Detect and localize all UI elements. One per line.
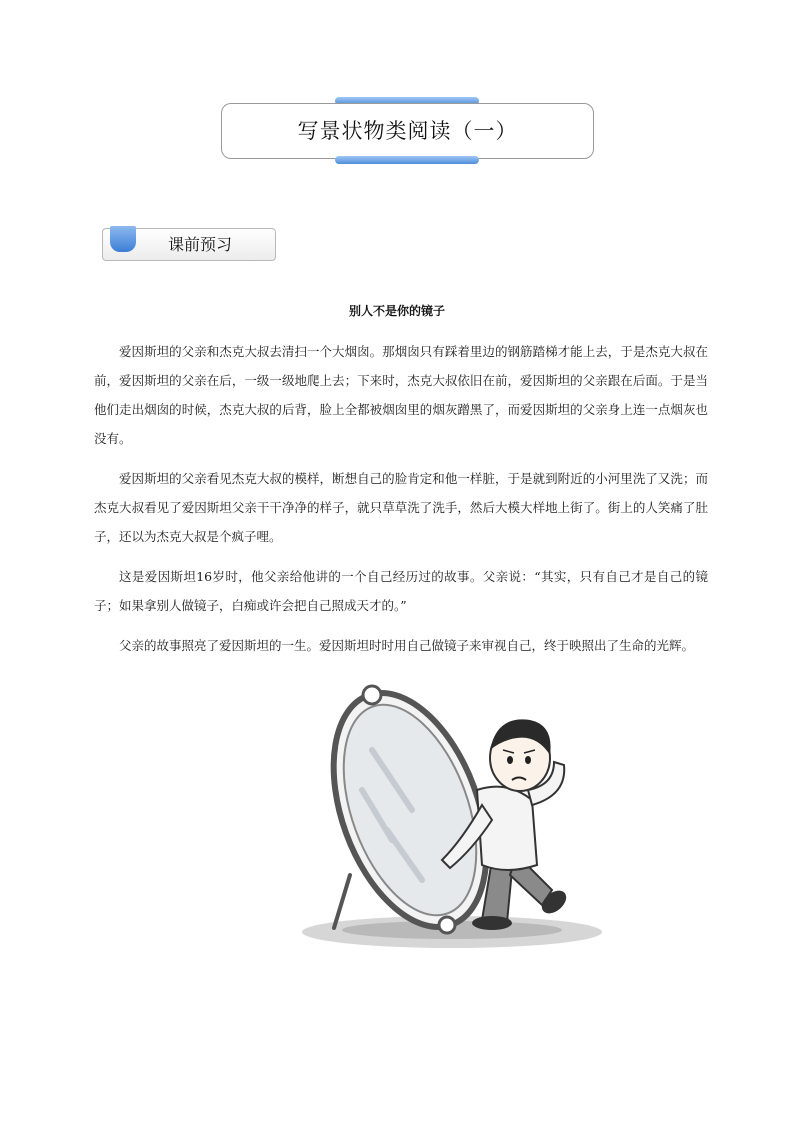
page-title: 写景状物类阅读（一） xyxy=(297,119,518,143)
article-paragraph: 这是爱因斯坦16岁时，他父亲给他讲的一个自己经历过的故事。父亲说：“其实，只有自己才是自己的镜子；如果拿别人做镜子，白痴或许会把自己照成天才的。” xyxy=(94,569,708,613)
section-label: 课前预习 xyxy=(168,235,233,254)
article-body xyxy=(94,337,708,671)
article-paragraph: 爱因斯坦的父亲和杰克大叔去清扫一个大烟囱。那烟囱只有踩着里边的钢筋踏梯才能上去，于是杰克大叔在前，爱因斯坦的父亲在后，一级一级地爬上去；下来时，杰克大叔依旧在前，爱因斯坦的父亲跟在后面。于是当他们走出烟囱的时候，杰克大叔的后背，脸上全都被烟囱里的烟灰蹭黑了，而爱因斯坦的父亲身上连一点烟灰也没有。 xyxy=(94,344,708,446)
boy-carrying-mirror-icon xyxy=(292,680,612,960)
title-tab-bottom-decoration xyxy=(335,156,479,164)
article-paragraph: 爱因斯坦的父亲看见杰克大叔的模样，断想自己的脸肯定和他一样脏，于是就到附近的小河里洗了又洗；而杰克大叔看见了爱因斯坦父亲干干净净的样子，就只草草洗了洗手，然后大模大样地上街了。街上的人笑痛了肚子，还以为杰克大叔是个疯子哩。 xyxy=(94,471,708,544)
article-title: 别人不是你的镜子 xyxy=(348,304,445,318)
bookmark-icon xyxy=(110,226,136,252)
article-paragraph: 父亲的故事照亮了爱因斯坦的一生。爱因斯坦时时用自己做镜子来审视自己，终于映照出了生命的光辉。 xyxy=(119,638,695,653)
